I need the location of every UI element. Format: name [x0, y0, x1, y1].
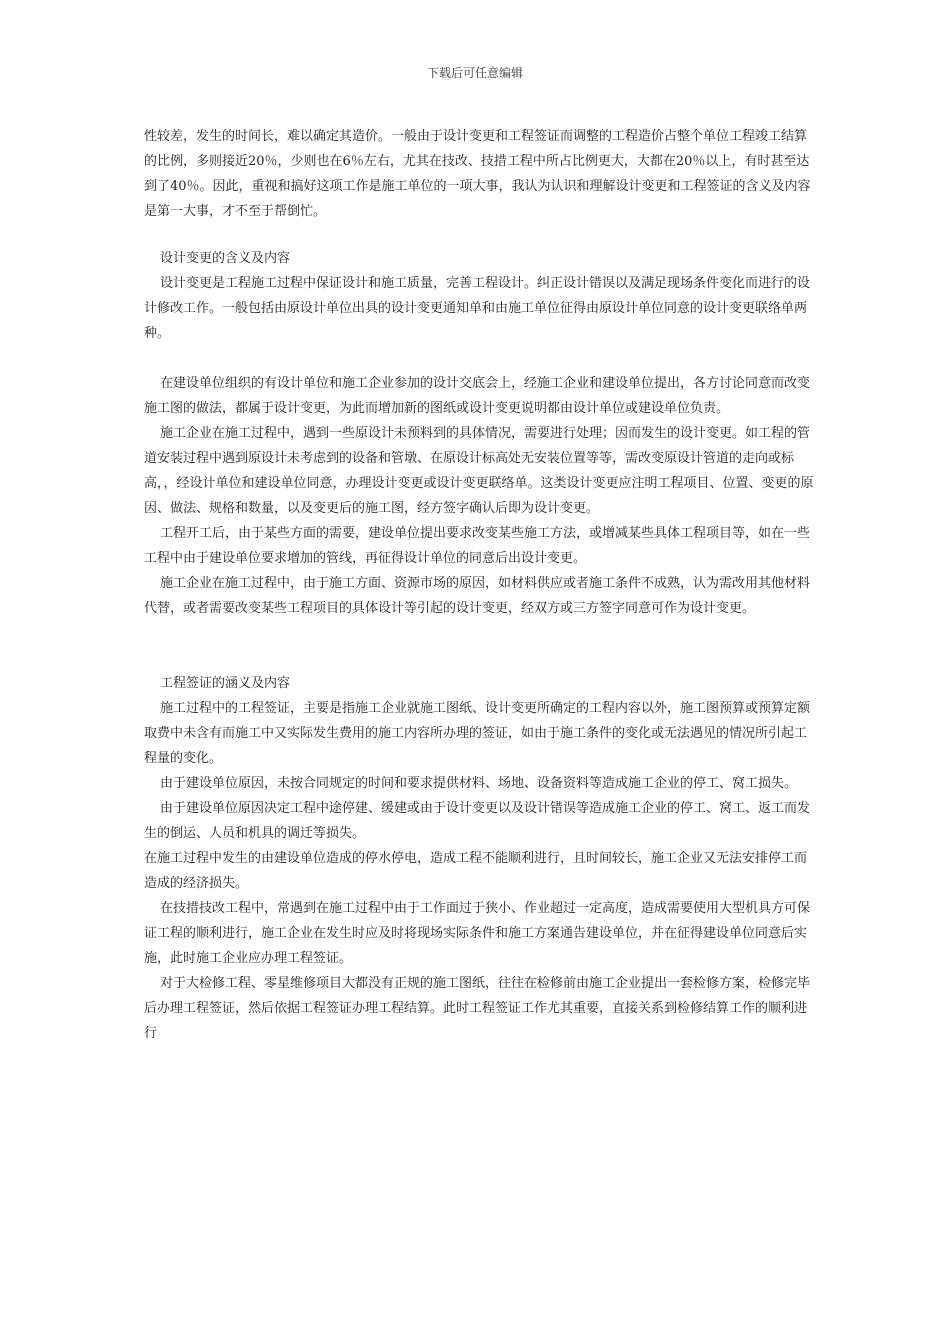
section-heading-site-visa: 工程签证的涵义及内容 [160, 676, 291, 691]
paragraph-design-change-owner-request: 工程开工后，由于某些方面的需要，建设单位提出要求改变某些施工方法，或增减某些具体工程项目等，如在一些工程中由于建设单位要求增加的管线，再征得设计单位的同意后出设计变更。 [144, 526, 811, 566]
paragraph-design-change-material: 施工企业在施工过程中，由于施工方面、资源市场的原因，如材料供应或者施工条件不成熟，认为需改用其他材料代替，或者需要改变某些工程项目的具体设计等引起的设计变更，经双方或三方签字同意可作为设计变更。 [144, 576, 811, 616]
paragraph-site-visa-definition: 施工过程中的工程签证，主要是指施工企业就施工图纸、设计变更所确定的工程内容以外，施工图预算或预算定额取费中未含有而施工中又实际发生费用的施工内容所办理的签证，如由于施工条件的变化或无法遇见的情况所引起工程量的变化。 [144, 701, 811, 766]
paragraph-site-visa-overhaul: 对于大检修工程、零星维修项目大都没有正规的施工图纸，往往在检修前由施工企业提出一套检修方案，检修完毕后办理工程签证，然后依据工程签证办理工程结算。此时工程签证工作尤其重要，直接关系到检修结算工作的顺利进行 [144, 976, 811, 1041]
paragraph-site-visa-power-outage: 在施工过程中发生的由建设单位造成的停水停电，造成工程不能顺利进行，且时间较长，施工企业又无法安排停工而造成的经济损失。 [144, 851, 808, 891]
paragraph-design-change-unforeseen: 施工企业在施工过程中，遇到一些原设计未预料到的具体情况，需要进行处理；因而发生的设计变更。如工程的管道安装过程中遇到原设计未考虑到的设备和管墩、在原设计标高处无安装位置等等，需改变原设计管道的走向或标高，，经设计单位和建设单位同意，办理设计变更或设计变更联络单。这类设计变更应注明工程项目、位置、变更的原因、做法、规格和数量，以及变更后的施工图，经方签字确认后即为设计变更。 [144, 426, 814, 516]
document-body [144, 124, 816, 1046]
spacer [144, 224, 816, 246]
section-heading-design-change: 设计变更的含义及内容 [160, 251, 291, 266]
spacer [144, 346, 816, 371]
paragraph-design-change-meeting: 在建设单位组织的有设计单位和施工企业参加的设计交底会上，经施工企业和建设单位提出，各方讨论同意而改变施工图的做法，都属于设计变更，为此而增加新的图纸或设计变更说明都由设计单位或建设单位负责。 [144, 376, 811, 416]
spacer [144, 621, 816, 671]
paragraph-site-visa-owner-delay: 由于建设单位原因，未按合同规定的时间和要求提供材料、场地、设备资料等造成施工企业的停工、窝工损失。 [160, 776, 798, 791]
paragraph-site-visa-retrofit: 在技措技改工程中，常遇到在施工过程中由于工作面过于狭小、作业超过一定高度，造成需要使用大型机具方可保证工程的顺利进行，施工企业在发生时应及时将现场实际条件和施工方案通告建设单位，并在征得建设单位同意后实施，此时施工企业应办理工程签证。 [144, 901, 811, 966]
paragraph-design-change-definition: 设计变更是工程施工过程中保证设计和施工质量，完善工程设计。纠正设计错误以及满足现场条件变化而进行的设计修改工作。一般包括由原设计单位出具的设计变更通知单和由施工单位征得由原设计单位同意的设计变更联络单两种。 [144, 276, 811, 341]
paragraph-site-visa-suspension: 由于建设单位原因决定工程中途停建、缓建或由于设计变更以及设计错误等造成施工企业的停工、窝工、返工而发生的倒运、人员和机具的调迁等损失。 [144, 801, 811, 841]
paragraph-intro: 性较差，发生的时间长，难以确定其造价。一般由于设计变更和工程签证而调整的工程造价占整个单位工程竣工结算的比例，多则接近20％，少则也在6％左右，尤其在技改、技措工程中所占比例更大，大都在20％以上，有时甚至达到了40％。因此，重视和搞好这项工作是施工单位的一项大事，我认为认识和理解设计变更和工程签证的含义及内容是第一大事，才不至于帮倒忙。 [144, 129, 811, 219]
page-header: 下载后可任意编辑 [426, 66, 523, 80]
